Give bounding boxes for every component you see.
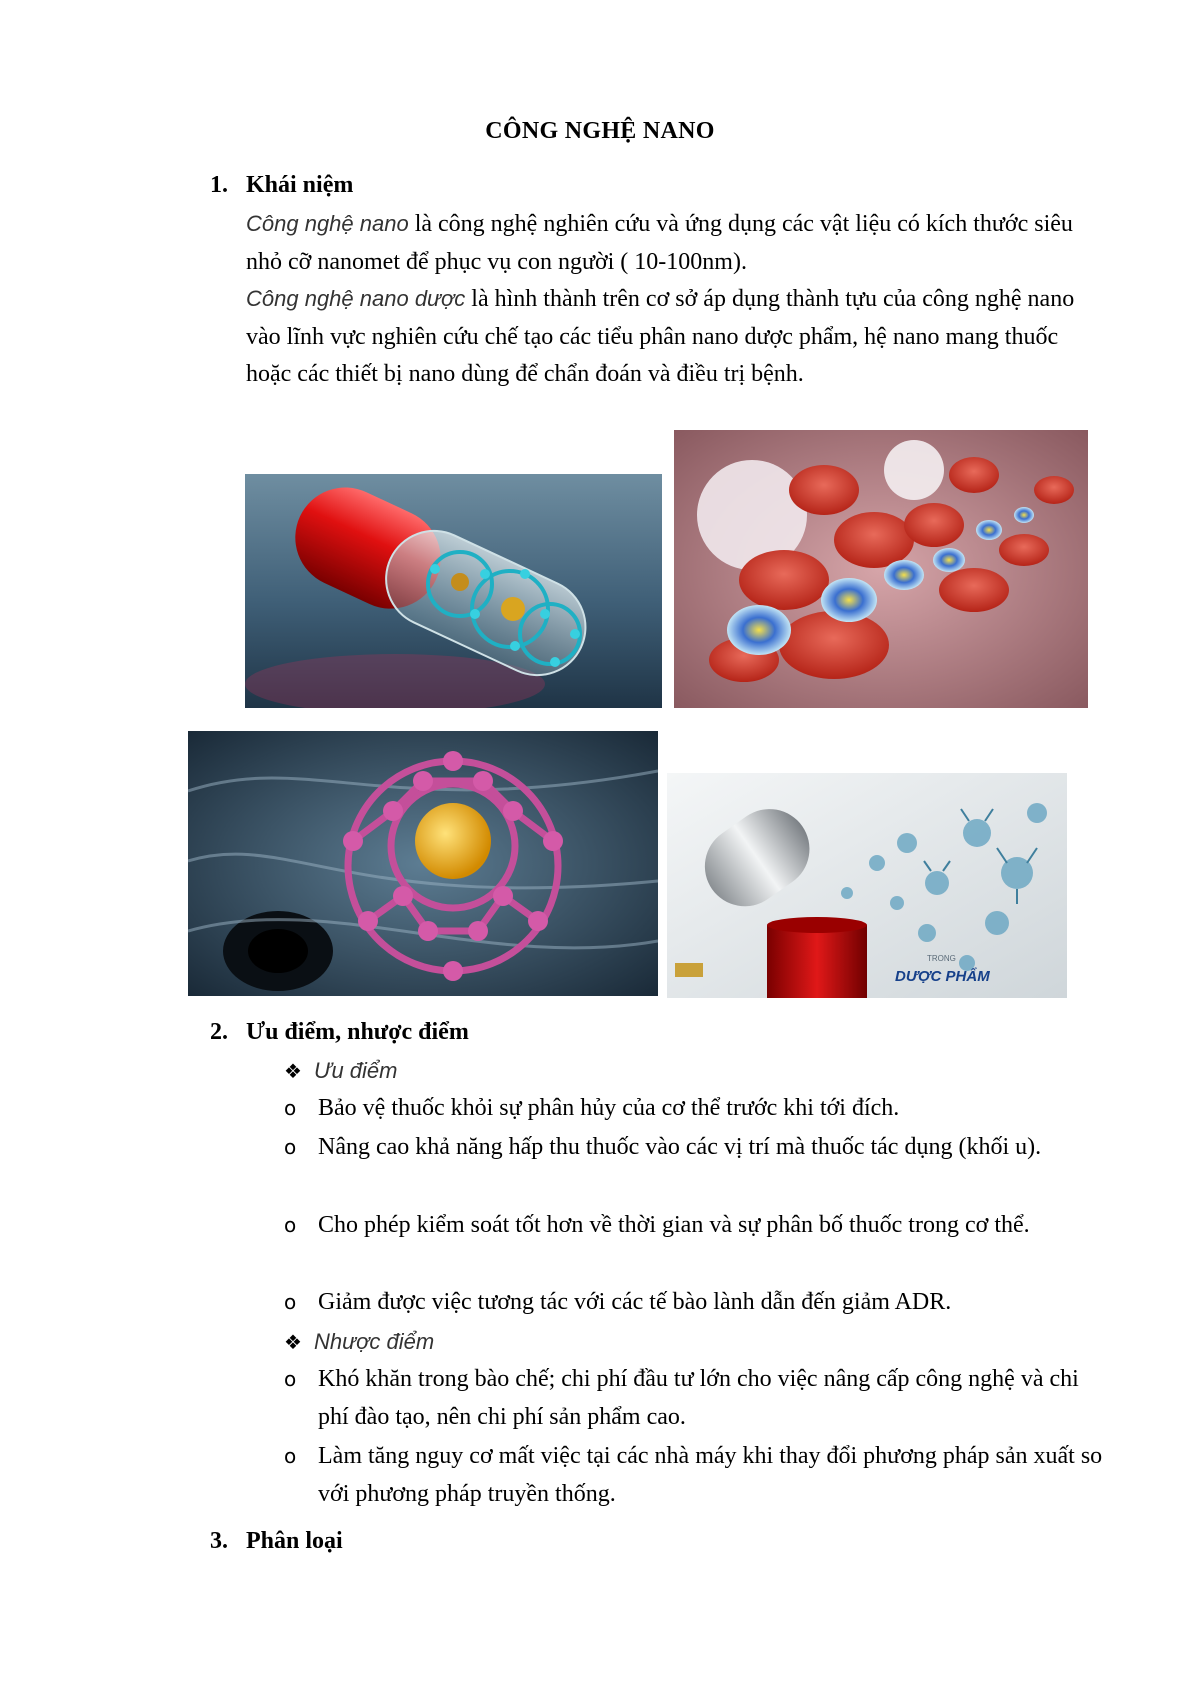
term-nano-technology: Công nghệ nano [246,211,409,236]
advantage-text: Nâng cao khả năng hấp thu thuốc vào các vị trí mà thuốc tác dụng (khối u). [318,1134,1042,1160]
advantages-subheading [284,1052,398,1092]
term-nano-pharmaceutics: Công nghệ nano dược [246,286,466,311]
advantages-label: Ưu điểm [314,1058,398,1083]
definition-text-2: là hình thành trên cơ sở áp dụng thành tựu của công nghệ nano vào lĩnh vực nghiên cứu chế tạo các tiểu phân nano dược phẩm, hệ nano mang thuốc hoặc các thiết bị nano dùng để chẩn đoán và điều trị bệnh. [246,286,1075,387]
definition-paragraph-1 [246,205,1096,281]
img4-caption: DƯỢC PHẨM [895,968,990,985]
logo-mark [675,963,703,977]
disadvantage-item [284,1438,1104,1513]
advantage-item [284,1284,1104,1322]
section-1-heading [210,172,353,199]
fullerene-molecule-image [188,731,658,996]
circle-bullet-icon: o [284,1213,297,1237]
circle-bullet-icon: o [284,1135,297,1159]
advantage-text: Cho phép kiểm soát tốt hơn về thời gian và sự phân bố thuốc trong cơ thể. [318,1212,1030,1238]
section-3-number: 3. [210,1528,228,1554]
disadvantages-label: Nhược điểm [314,1329,435,1354]
advantage-item [284,1207,1104,1245]
section-2-title: Ưu điểm, nhược điểm [246,1019,469,1045]
circle-bullet-icon: o [284,1367,297,1391]
section-1-number: 1. [210,172,228,198]
section-2-number: 2. [210,1019,228,1045]
advantage-item [284,1129,1104,1167]
section-3-title: Phân loại [246,1528,343,1554]
disadvantage-text: Làm tăng nguy cơ mất việc tại các nhà máy khi thay đổi phương pháp sản xuất so với phương pháp truyền thống. [318,1443,1103,1507]
advantage-text: Bảo vệ thuốc khỏi sự phân hủy của cơ thể trước khi tới đích. [318,1095,900,1121]
img4-small-caption: TRONG [927,954,956,963]
advantage-item [284,1090,1104,1128]
section-1-title: Khái niệm [246,172,354,198]
diamond-bullet-icon: ❖ [284,1332,302,1354]
diamond-bullet-icon: ❖ [284,1061,302,1083]
definition-text-1: là công nghệ nghiên cứu và ứng dụng các vật liệu có kích thước siêu nhỏ cỡ nanomet để phục vụ con người ( 10-100nm). [246,211,1073,275]
circle-bullet-icon: o [284,1096,297,1120]
circle-bullet-icon: o [284,1290,297,1314]
page-title: CÔNG NGHỆ NANO [485,118,715,144]
circle-bullet-icon: o [284,1444,297,1468]
section-2-heading [210,1019,469,1046]
blood-cells-image [674,430,1088,708]
disadvantage-text: Khó khăn trong bào chế; chi phí đầu tư lớn cho việc nâng cấp công nghệ và chi phí đào tạo, nên chi phí sản phẩm cao. [318,1366,1079,1430]
nanobot-capsule-image [667,773,1067,998]
section-3-heading [210,1528,343,1555]
disadvantage-item [284,1361,1104,1436]
definition-paragraph-2 [246,280,1096,394]
nano-capsule-image [245,474,662,708]
disadvantages-subheading [284,1323,434,1363]
advantage-text: Giảm được việc tương tác với các tế bào lành dẫn đến giảm ADR. [318,1289,952,1315]
